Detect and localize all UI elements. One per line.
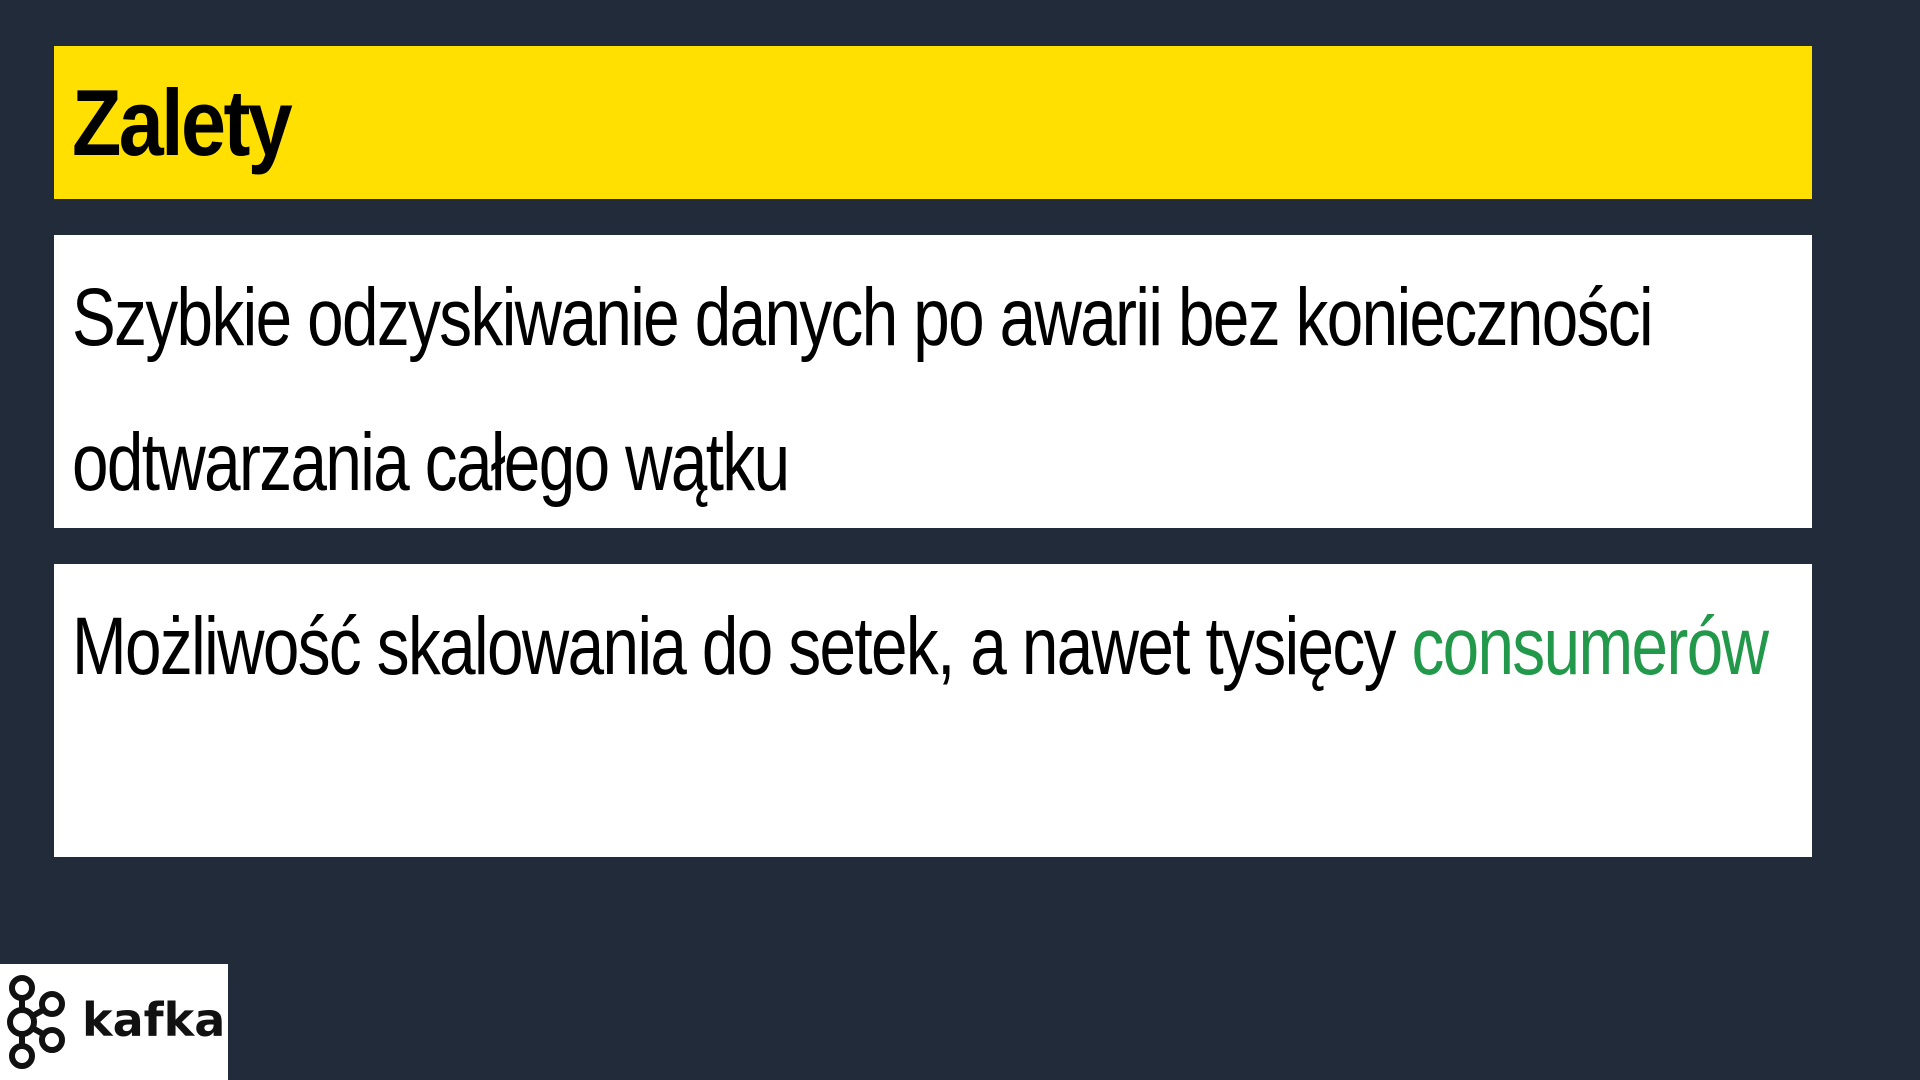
slide-title: Zalety (72, 69, 291, 175)
title-bar (54, 46, 1812, 199)
point-card-2 (54, 564, 1812, 857)
point-card-1 (54, 235, 1812, 528)
point-text-2-main: Możliwość skalowania do setek, a nawet tysięcy (72, 601, 1412, 692)
point-text-2 (72, 574, 1794, 719)
kafka-logo-icon (2, 972, 70, 1072)
point-text-1: Szybkie odzyskiwanie danych po awarii bez konieczności odtwarzania całego wątku (72, 272, 1652, 508)
kafka-wordmark: kafka (82, 993, 226, 1047)
point-text-2-highlight: consumerów (1411, 601, 1768, 692)
kafka-logo (0, 964, 228, 1080)
